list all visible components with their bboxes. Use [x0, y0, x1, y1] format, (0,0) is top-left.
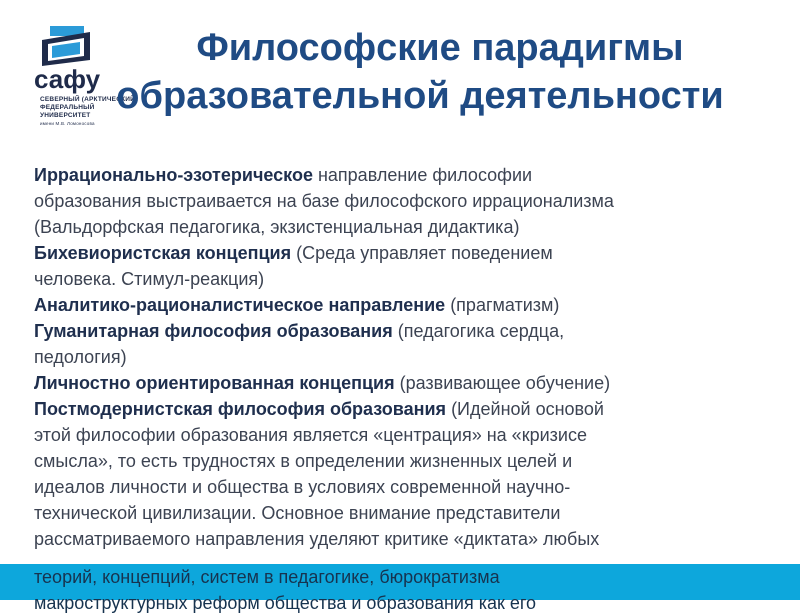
term-behaviorist: Бихевиористская концепция [34, 243, 292, 263]
paradigm-list [34, 162, 764, 552]
desc-line: человека. Стимул-реакция) [34, 269, 265, 289]
list-item-line [34, 292, 764, 318]
desc-line: педология) [34, 347, 127, 367]
desc-text: (педагогика сердца, [392, 321, 565, 341]
desc-line: (Вальдорфская педагогика, экзистенциальная дидактика) [34, 217, 520, 237]
desc-text: (Идейной основой [446, 399, 604, 419]
list-item-line [34, 318, 764, 344]
term-analytic: Аналитико-рационалистическое направление [34, 295, 446, 315]
logo-wordmark: сафу [34, 64, 101, 94]
list-item-line [34, 162, 764, 188]
desc-text: (Среда управляет поведением [291, 243, 553, 263]
list-item-line [34, 370, 764, 396]
title-line-2: образовательной деятельности [116, 75, 724, 117]
term-irrational: Иррационально-эзотерическое [34, 165, 313, 185]
page-title [40, 24, 800, 120]
logo-sub-line: СЕВЕРНЫЙ (АРКТИЧЕСКИЙ) [40, 96, 138, 103]
desc-line: этой философии образования является «центрация» на «кризисе [34, 425, 587, 445]
logo-sub-tiny: имени М.В. Ломоносова [40, 121, 95, 126]
title-line-1: Философские парадигмы [196, 27, 684, 69]
desc-line: смысла», то есть трудностях в определении жизненных целей и [34, 451, 573, 471]
desc-text: направление философии [312, 165, 533, 185]
desc-line: технической цивилизации. Основное внимание представители [34, 503, 561, 523]
desc-line: рассматриваемого направления уделяют критике «диктата» любых [34, 529, 600, 549]
footer-overflow-text [34, 564, 794, 613]
desc-text: (развивающее обучение) [394, 373, 611, 393]
term-humanitarian: Гуманитарная философия образования [34, 321, 393, 341]
list-item-line [34, 396, 764, 422]
desc-line: макроструктурных реформ общества и образования как его [34, 593, 537, 613]
term-postmodern: Постмодернистская философия образования [34, 399, 447, 419]
desc-text: (прагматизм) [445, 295, 560, 315]
desc-line: идеалов личности и общества в условиях современной научно- [34, 477, 571, 497]
list-item-line [34, 240, 764, 266]
desc-line: теорий, концепций, систем в педагогике, бюрократизма [34, 567, 500, 587]
term-personal: Личностно ориентированная концепция [34, 373, 395, 393]
logo-sub-line: ФЕДЕРАЛЬНЫЙ [40, 104, 95, 111]
logo-sub-line: УНИВЕРСИТЕТ [40, 112, 91, 119]
desc-line: образования выстраивается на базе философского иррационализма [34, 191, 614, 211]
